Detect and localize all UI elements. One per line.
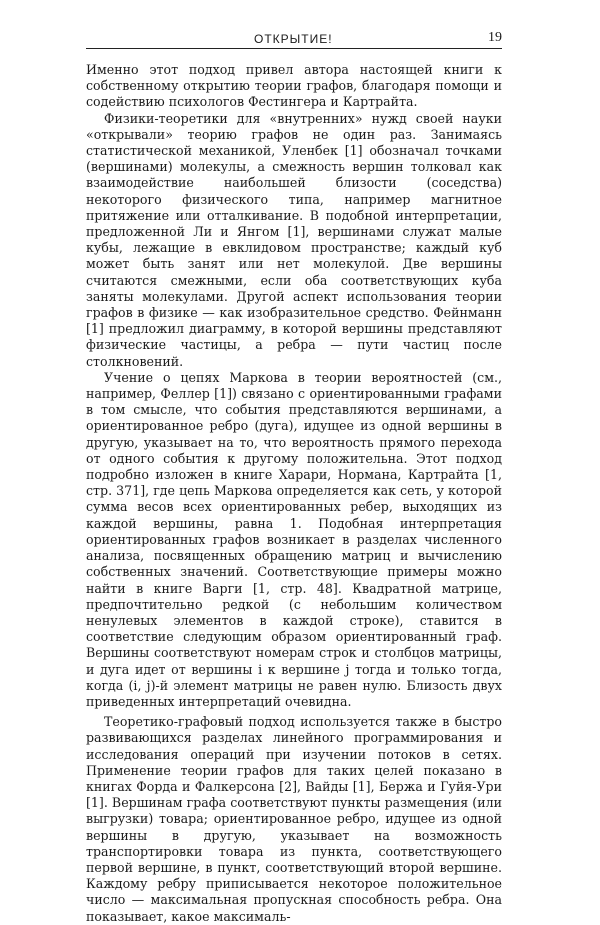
running-title: ОТКРЫТИЕ! <box>254 32 333 46</box>
paragraph: Теоретико-графовый подход используется также в быстро развивающихся разделах линейного программирования и исследования операций при изучении потоков в сетях. Применение теории графов для таких целей показано в книгах Форда и Фалкерсона [2], Вайды [1], Бержа и Гуйя-Ури [1]. Вершинам графа соответствуют пункты размещения (или выгрузки) товара; ориентированное ребро, идущее из одной вершины в другую, указывает на возможность транспортировки товара из пункта, соответствующего первой вершине, в пункт, соответствующий второй вершине. Каждому ребру приписывается некоторое положительное число — максимальная пропускная способность ребра. Она показывает, какое максималь- <box>86 714 502 924</box>
page-header <box>86 30 502 49</box>
paragraph: Именно этот подход привел автора настоящей книги к собственному открытию теории графов, благодаря помощи и содействию психологов Фестингера и Картрайта. <box>86 62 502 110</box>
body-text <box>86 62 502 925</box>
paragraph: Физики-теоретики для «внутренних» нужд своей науки «открывали» теорию графов не один раз. Занимаясь статистической механикой, Уленбек [1] обозначал точками (вершинами) молекулы, а смежность вершин толковал как взаимодействие наибольшей близости (соседства) некоторого физического типа, например магнитное притяжение или отталкивание. В подобной интерпретации, предложенной Ли и Янгом [1], вершинами служат малые кубы, лежащие в евклидовом пространстве; каждый куб может быть занят или нет молекулой. Две вершины считаются смежными, если оба соответствующих куба заняты молекулами. Другой аспект использования теории графов в физике — как изобразительное средство. Фейнманн [1] предложил диаграмму, в которой вершины представляют физические частицы, а ребра — пути частиц после столкновений. <box>86 110 502 369</box>
page-number: 19 <box>488 30 502 45</box>
paragraph: Учение о цепях Маркова в теории вероятностей (см., например, Феллер [1]) связано с ориентированными графами в том смысле, что события представляются вершинами, а ориентированное ребро (дуга), идущее из одной вершины в другую, указывает на то, что вероятность прямого перехода от одного события к другому положительна. Этот подход подробно изложен в книге Харари, Нормана, Картрайта [1, стр. 371], где цепь Маркова определяется как сеть, у которой сумма весов всех ориентированных ребер, выходящих из каждой вершины, равна 1. Подобная интерпретация ориентированных графов возникает в разделах численного анализа, посвященных обращению матриц и вычислению собственных значений. Соответствующие примеры можно найти в книге Варги [1, стр. 48]. Квадратной матрице, предпочтительно редкой (с небольшим количеством ненулевых элементов в каждой строке), ставится в соответствие следующим образом ориентированный граф. Вершины соответствуют номерам строк и столбцов матрицы, и дуга идет от вершины i к вершине j тогда и только тогда, когда (i, j)-й элемент матрицы не равен нулю. Близость двух приведенных интерпретаций очевидна. <box>86 369 502 709</box>
